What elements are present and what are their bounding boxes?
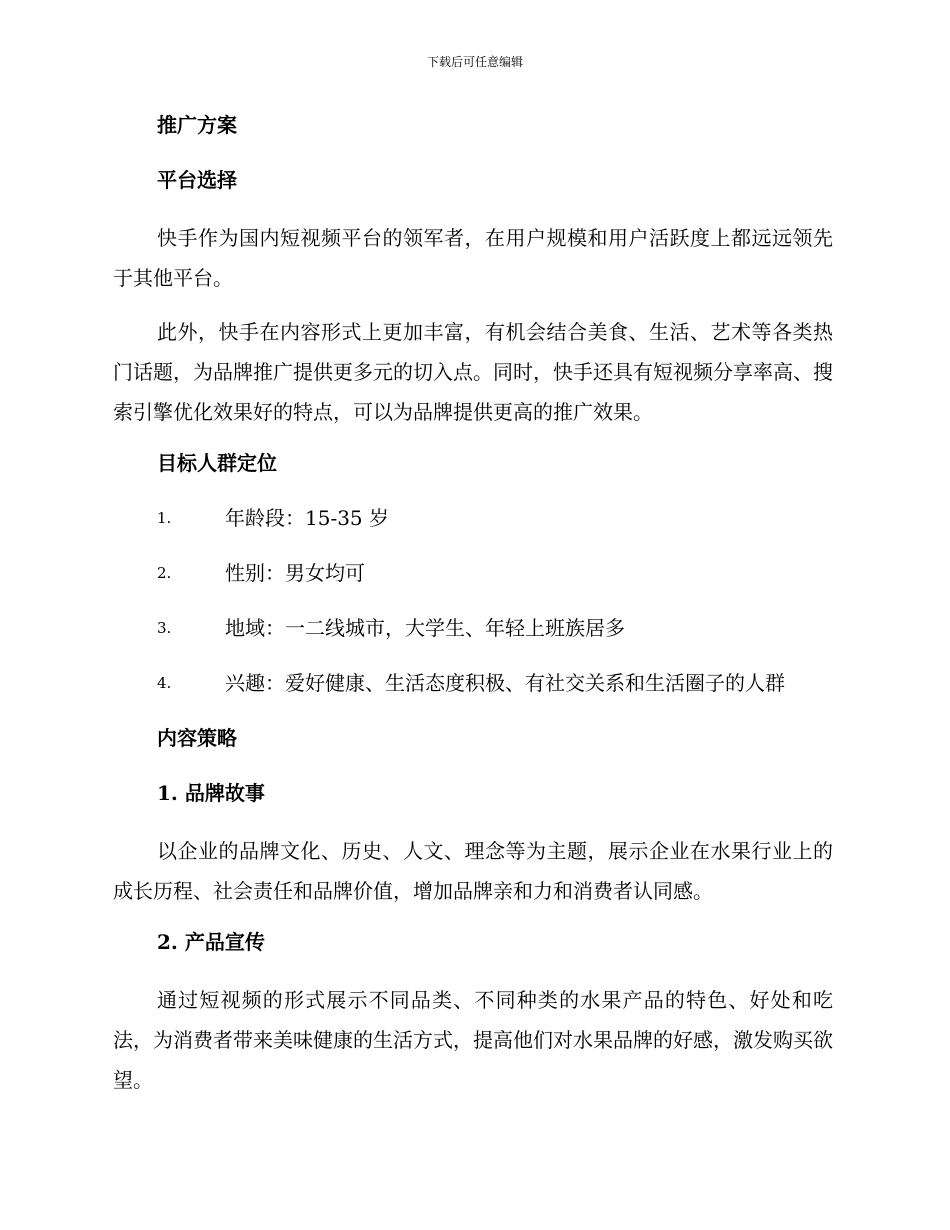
document-body (113, 108, 833, 1114)
platform-paragraph-1: 快手作为国内短视频平台的领军者，在用户规模和用户活跃度上都远远领先于其他平台。 (113, 226, 833, 290)
list-text: 兴趣：爱好健康、生活态度积极、有社交关系和生活圈子的人群 (225, 671, 785, 695)
audience-heading: 目标人群定位 (157, 451, 277, 475)
list-item (113, 611, 833, 645)
list-text: 地域：一二线城市，大学生、年轻上班族居多 (225, 616, 625, 640)
brand-story-heading: 1. 品牌故事 (157, 781, 265, 805)
list-text: 性别：男女均可 (225, 561, 365, 585)
list-text: 年龄段：15-35 岁 (225, 506, 390, 530)
document-title: 推广方案 (157, 113, 237, 137)
list-item (113, 556, 833, 590)
brand-story-paragraph: 以企业的品牌文化、历史、人文、理念等为主题，展示企业在水果行业上的成长历程、社会责任和品牌价值，增加品牌亲和力和消费者认同感。 (113, 839, 833, 903)
platform-heading: 平台选择 (157, 168, 237, 192)
header-note: 下载后可任意编辑 (426, 55, 523, 69)
list-number: 3. (157, 619, 172, 637)
product-promo-heading: 2. 产品宣传 (157, 930, 265, 954)
list-item (113, 666, 833, 700)
list-number: 1. (157, 509, 172, 527)
list-number: 4. (157, 674, 172, 692)
platform-paragraph-2: 此外，快手在内容形式上更加丰富，有机会结合美食、生活、艺术等各类热门话题，为品牌推广提供更多元的切入点。同时，快手还具有短视频分享率高、搜索引擎优化效果好的特点，可以为品牌提供更高的推广效果。 (113, 320, 833, 424)
audience-list (113, 501, 833, 700)
list-item (113, 501, 833, 535)
product-promo-paragraph: 通过短视频的形式展示不同品类、不同种类的水果产品的特色、好处和吃法，为消费者带来美味健康的生活方式，提高他们对水果品牌的好感，激发购买欲望。 (113, 988, 833, 1092)
content-strategy-heading: 内容策略 (157, 726, 237, 750)
list-number: 2. (157, 564, 172, 582)
